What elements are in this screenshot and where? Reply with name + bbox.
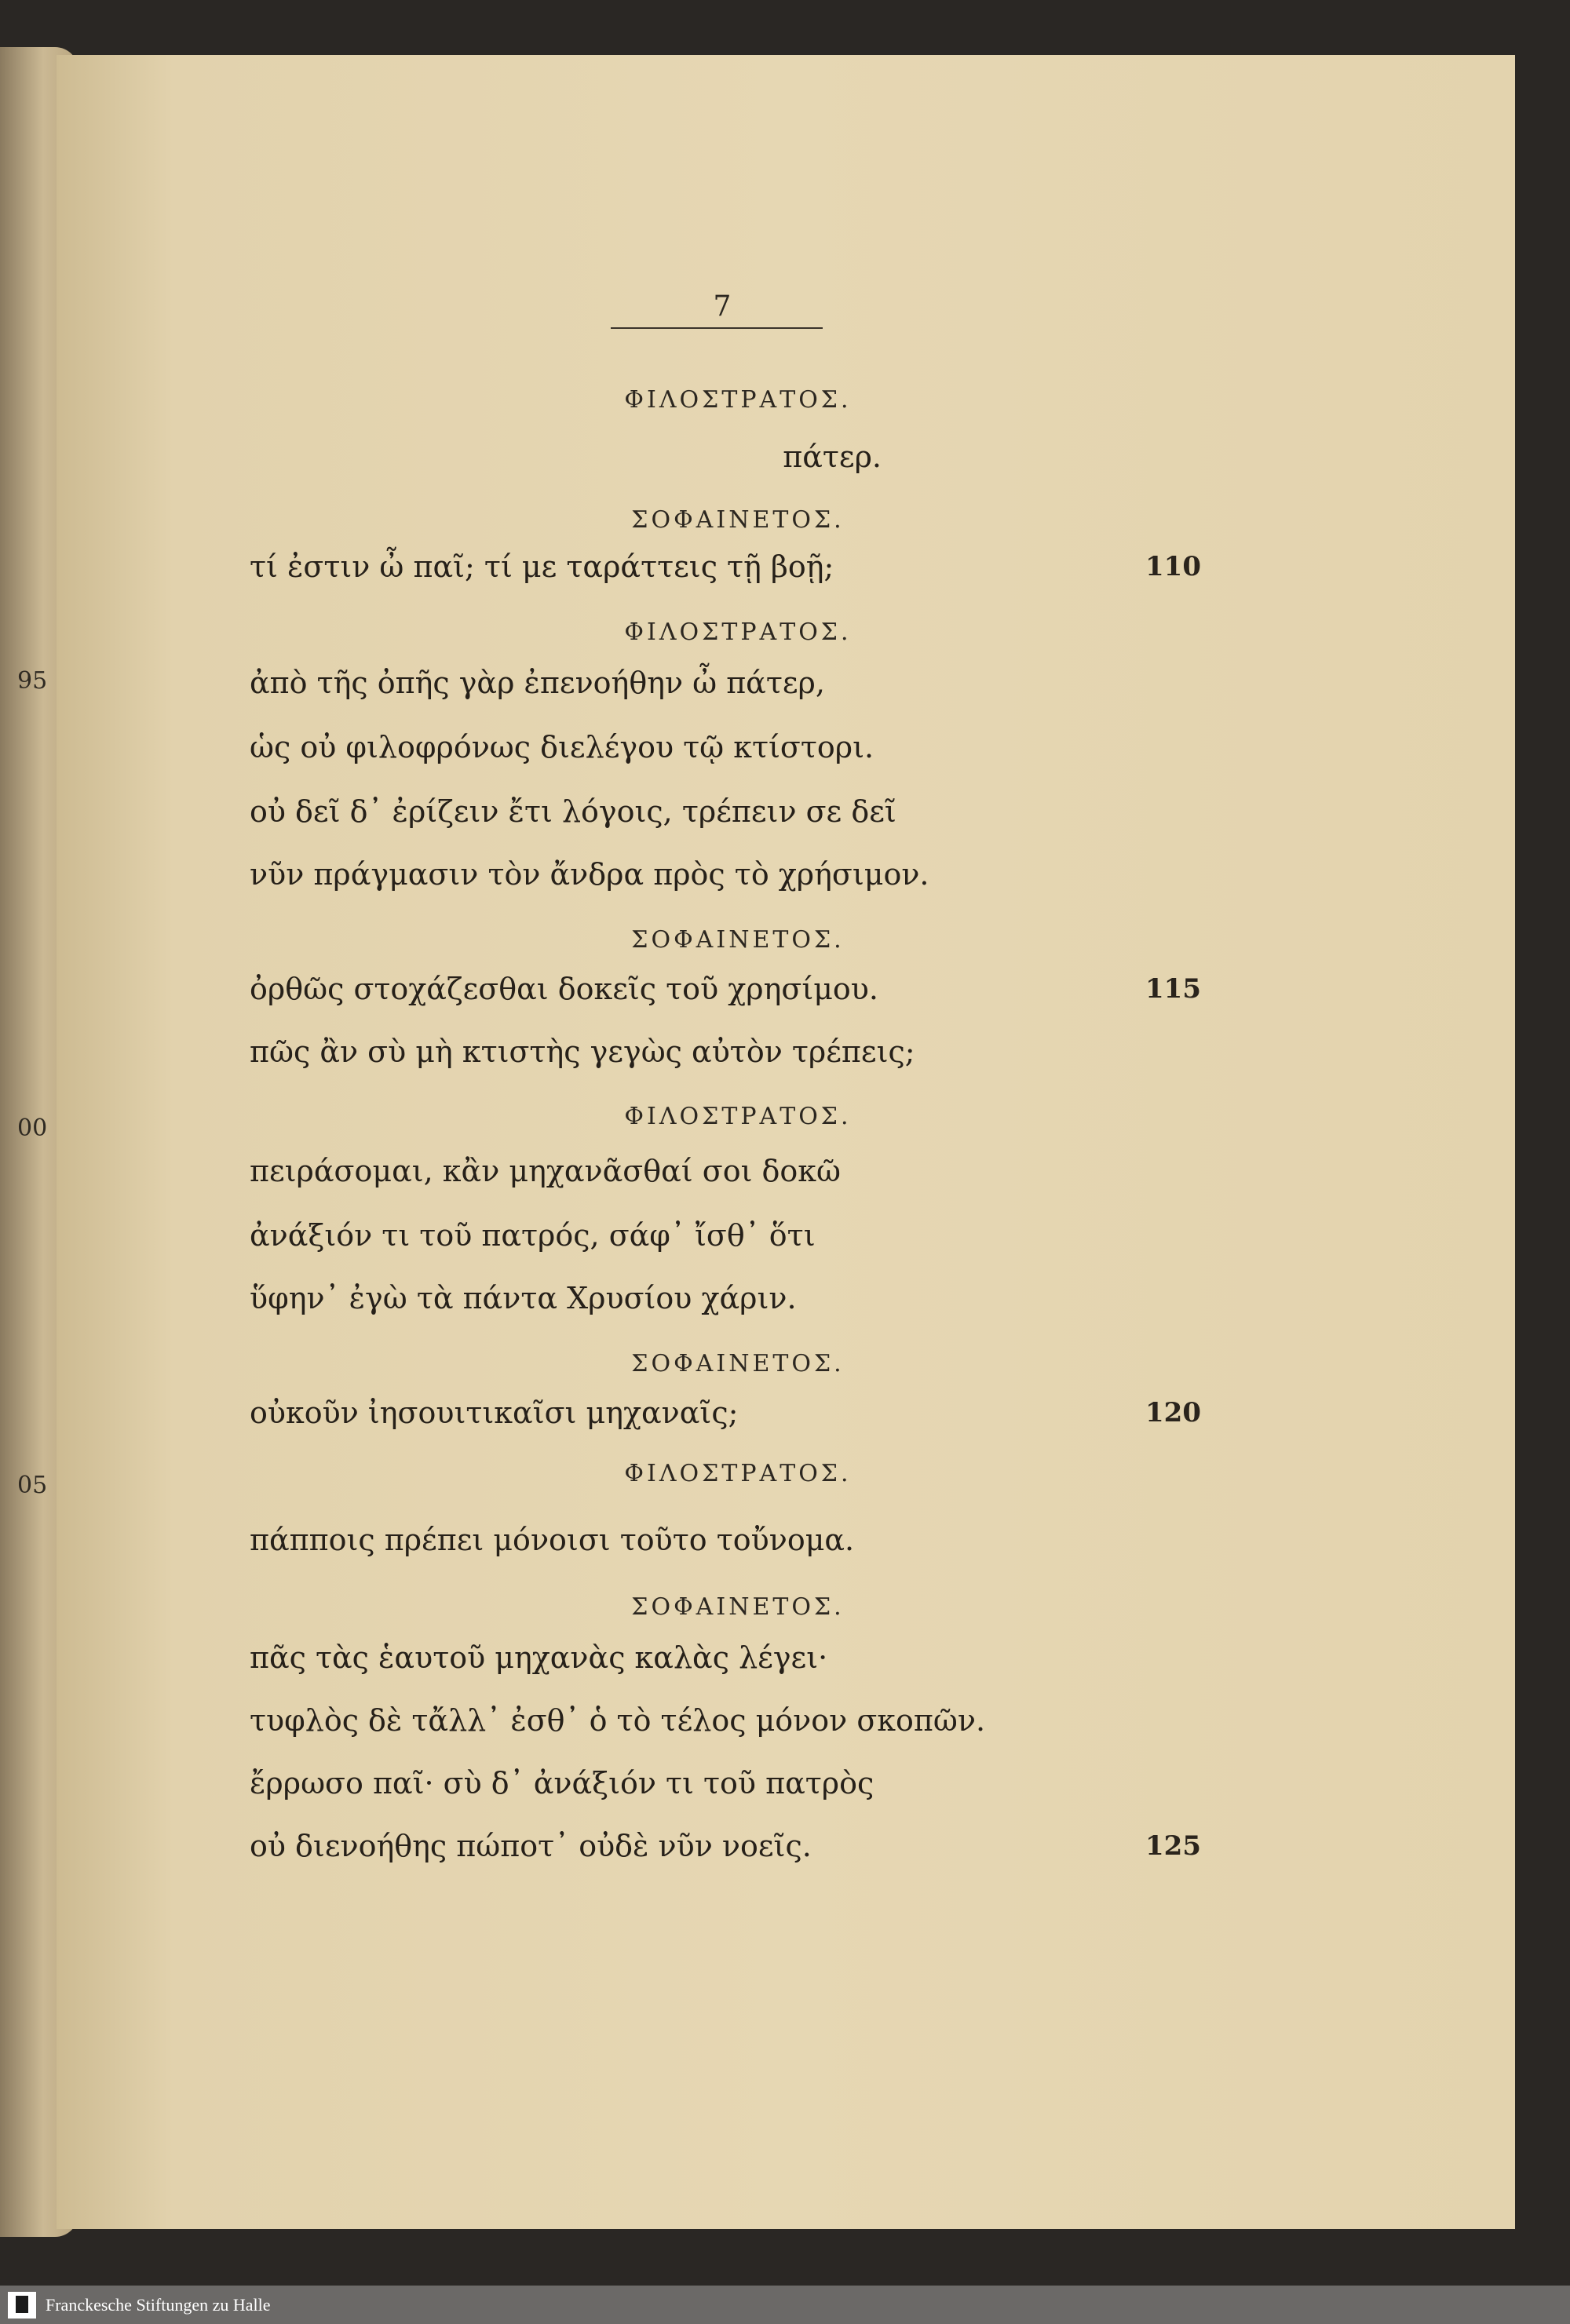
verse-line: πειράσομαι, κἂν μηχανᾶσθαί σοι δοκῶ bbox=[250, 1154, 842, 1188]
verse-line: ὀρθῶς στοχάζεσθαι δοκεῖς τοῦ χρησίμου. bbox=[250, 972, 878, 1006]
verse-line: πᾶς τὰς ἑαυτοῦ μηχανὰς καλὰς λέγει· bbox=[250, 1640, 828, 1675]
verse-line: οὐ δεῖ δ᾽ ἐρίζειν ἔτι λόγοις, τρέπειν σε δεῖ bbox=[250, 794, 896, 829]
verse-line: οὐ διενοήθης πώποτ᾽ οὐδὲ νῦν νοεῖς. bbox=[250, 1829, 812, 1863]
institution-logo-icon bbox=[8, 2292, 36, 2319]
verse-line: πῶς ἂν σὺ μὴ κτιστὴς γεγὼς αὐτὸν τρέπεις; bbox=[250, 1034, 915, 1069]
line-number: 110 bbox=[1145, 551, 1201, 582]
verse-line: τυφλὸς δὲ τἄλλ᾽ ἐσθ᾽ ὁ τὸ τέλος μόνον σκοπῶν. bbox=[250, 1703, 986, 1738]
verse-line: οὐκοῦν ἰησουιτικαῖσι μηχαναῖς; bbox=[250, 1395, 739, 1430]
verse-line: πάτερ. bbox=[783, 440, 882, 474]
line-number: 125 bbox=[1145, 1830, 1201, 1862]
verse-line: νῦν πράγμασιν τὸν ἄνδρα πρὸς τὸ χρήσιμον. bbox=[250, 857, 929, 892]
speaker-name: ΣΟΦΑΙΝΕΤΟΣ. bbox=[631, 506, 845, 534]
facing-page-line-number: 95 bbox=[17, 667, 48, 695]
speaker-name: ΦΙΛΟΣΤΡΑΤΟΣ. bbox=[624, 1460, 852, 1487]
facing-page-line-number: 05 bbox=[17, 1472, 48, 1499]
verse-line: ἀπὸ τῆς ὀπῆς γὰρ ἐπενοήθην ὦ πάτερ, bbox=[250, 666, 825, 700]
line-number: 115 bbox=[1145, 973, 1201, 1005]
speaker-name: ΦΙΛΟΣΤΡΑΤΟΣ. bbox=[624, 618, 852, 646]
line-number: 120 bbox=[1145, 1397, 1201, 1428]
speaker-name: ΣΟΦΑΙΝΕΤΟΣ. bbox=[631, 926, 845, 954]
speaker-name: ΦΙΛΟΣΤΡΑΤΟΣ. bbox=[624, 386, 852, 414]
page-number: 7 bbox=[713, 290, 732, 323]
speaker-name: ΣΟΦΑΙΝΕΤΟΣ. bbox=[631, 1350, 845, 1377]
verse-line: ἔρρωσο παῖ· σὺ δ᾽ ἀνάξιόν τι τοῦ πατρὸς bbox=[250, 1766, 874, 1800]
footer-text: Franckesche Stiftungen zu Halle bbox=[46, 2295, 271, 2315]
verse-line: ὕφην᾽ ἐγὼ τὰ πάντα Χρυσίου χάριν. bbox=[250, 1281, 797, 1315]
verse-line: ὡς οὐ φιλοφρόνως διελέγου τῷ κτίστορι. bbox=[250, 730, 874, 764]
verse-line: πάπποις πρέπει μόνοισι τοῦτο τοὔνομα. bbox=[250, 1523, 855, 1557]
verse-line: τί ἐστιν ὦ παῖ; τί με ταράττεις τῇ βοῇ; bbox=[250, 549, 834, 584]
speaker-name: ΦΙΛΟΣΤΡΑΤΟΣ. bbox=[624, 1103, 852, 1130]
facing-page-line-number: 00 bbox=[17, 1115, 48, 1142]
footer-bar bbox=[0, 2286, 1570, 2324]
verse-line: ἀνάξιόν τι τοῦ πατρός, σάφ᾽ ἴσθ᾽ ὅτι bbox=[250, 1218, 816, 1253]
speaker-name: ΣΟΦΑΙΝΕΤΟΣ. bbox=[631, 1593, 845, 1621]
